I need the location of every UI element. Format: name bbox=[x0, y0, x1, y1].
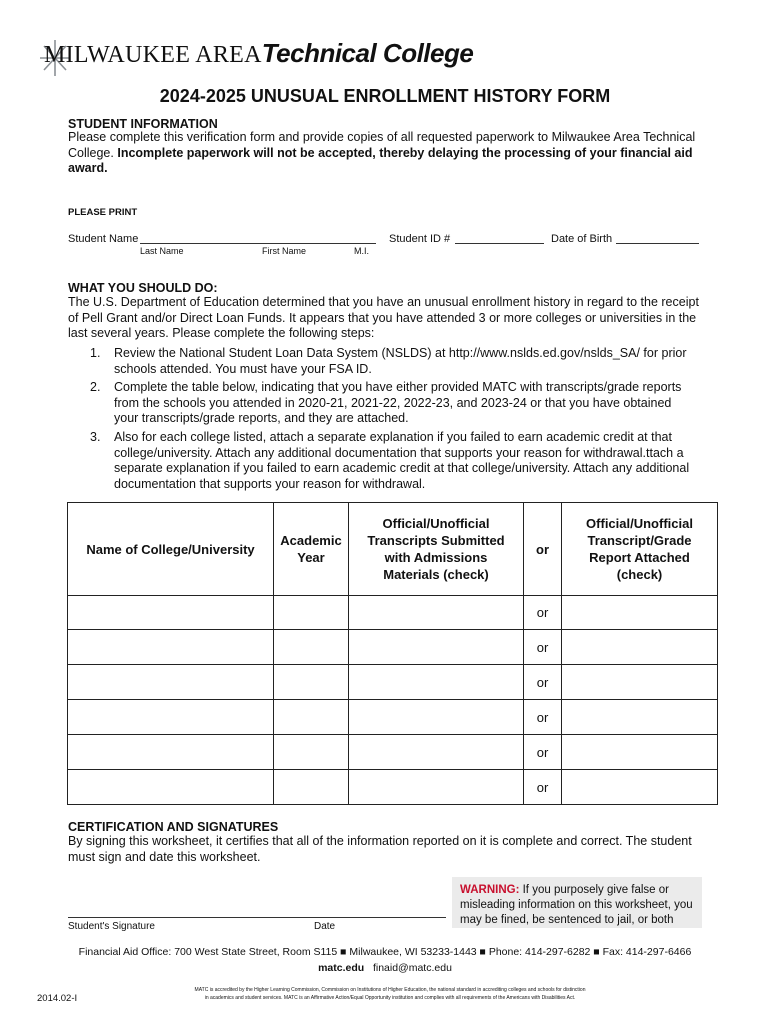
academic-year-cell[interactable] bbox=[274, 770, 349, 805]
step-line: college/university. Attach any additional documentation that supports your reason for withdrawal.ttach a bbox=[114, 445, 684, 460]
col-academic-year-l2: Year bbox=[297, 550, 325, 565]
logo-name: MILWAUKEE AREA bbox=[44, 42, 262, 68]
col-academic-year bbox=[274, 503, 349, 596]
col5-line1: Official/Unofficial bbox=[586, 516, 693, 531]
student-id-field[interactable] bbox=[455, 243, 544, 244]
or-cell: or bbox=[524, 735, 562, 770]
table-row bbox=[68, 596, 718, 630]
or-cell: or bbox=[524, 700, 562, 735]
logo-technical-college: Technical College bbox=[261, 38, 474, 68]
submitted-check-cell[interactable] bbox=[349, 700, 524, 735]
date-label: Date bbox=[314, 921, 336, 932]
college-name-cell[interactable] bbox=[68, 735, 274, 770]
warning-line3: may be fined, be sentenced to jail, or both bbox=[460, 914, 674, 926]
or-cell: or bbox=[524, 770, 562, 805]
attached-check-cell[interactable] bbox=[562, 596, 718, 630]
step-3 bbox=[90, 430, 710, 492]
step-2 bbox=[90, 380, 710, 427]
col3-line4: Materials (check) bbox=[383, 567, 489, 582]
student-info-line1: Please complete this verification form and provide copies of all requested paperwork to Milwaukee Area Technical bbox=[68, 130, 696, 144]
academic-year-cell[interactable] bbox=[274, 700, 349, 735]
col5-line2: Transcript/Grade bbox=[587, 533, 692, 548]
col-transcript-attached bbox=[562, 503, 718, 596]
warning-text bbox=[460, 883, 700, 928]
what-to-do-intro bbox=[68, 295, 718, 342]
dob-label: Date of Birth bbox=[551, 233, 613, 245]
table-row bbox=[68, 630, 718, 665]
or-cell: or bbox=[524, 596, 562, 630]
step-line: separate explanation if you failed to earn academic credit at that college/university. Attach any additional bbox=[114, 461, 690, 475]
college-table bbox=[67, 502, 718, 805]
form-title: 2024-2025 UNUSUAL ENROLLMENT HISTORY FORM bbox=[159, 86, 611, 106]
student-name-label: Student Name bbox=[68, 233, 139, 245]
footer-address: Financial Aid Office: 700 West State Street, Room S115 ■ Milwaukee, WI 53233-1443 ■ Phone: 414-297-6282 ■ Fax: 414-297-6466 bbox=[78, 946, 692, 958]
warning-line1: If you purposely give false or bbox=[519, 884, 670, 896]
signature-line[interactable] bbox=[68, 917, 446, 918]
student-info-text bbox=[68, 130, 708, 177]
col5-line4: (check) bbox=[616, 567, 663, 582]
certification-line1: By signing this worksheet, it certifies that all of the information reported on it is complete and correct. The student bbox=[68, 834, 692, 848]
please-print-label: PLEASE PRINT bbox=[68, 207, 138, 218]
form-code: 2014.02-I bbox=[37, 993, 78, 1004]
accreditation-line1: MATC is accredited by the Higher Learning Commission, Commission on Institutions of Higher Education, the national standard in accrediting colleges and schools for distinction bbox=[194, 987, 586, 993]
student-info-heading: STUDENT INFORMATION bbox=[68, 117, 218, 131]
submitted-check-cell[interactable] bbox=[349, 596, 524, 630]
student-id-label: Student ID # bbox=[389, 233, 451, 245]
college-name-cell[interactable] bbox=[68, 596, 274, 630]
student-info-line2-plain: College. bbox=[68, 145, 118, 160]
student-info-line2-bold: Incomplete paperwork will not be accepted, thereby delaying the processing of your financial aid bbox=[117, 145, 693, 160]
step-number: 1. bbox=[90, 346, 101, 360]
col5-line3: Report Attached bbox=[589, 550, 690, 565]
college-name-cell[interactable] bbox=[68, 630, 274, 665]
academic-year-cell[interactable] bbox=[274, 735, 349, 770]
attached-check-cell[interactable] bbox=[562, 770, 718, 805]
attached-check-cell[interactable] bbox=[562, 700, 718, 735]
step-number: 3. bbox=[90, 430, 101, 444]
table-row bbox=[68, 665, 718, 700]
step-line: from the schools you attended in 2020-21, 2021-22, 2022-23, and 2023-24 or that you have obtained bbox=[114, 395, 672, 410]
step-number: 2. bbox=[90, 380, 101, 394]
step-line: schools attended. You must have your FSA ID. bbox=[114, 361, 372, 376]
step-line: Review the National Student Loan Data System (NSLDS) at http://www.nslds.ed.gov/nslds_SA/ for prior bbox=[114, 346, 687, 360]
attached-check-cell[interactable] bbox=[562, 665, 718, 700]
first-name-caption: First Name bbox=[262, 246, 307, 256]
submitted-check-cell[interactable] bbox=[349, 665, 524, 700]
college-name-cell[interactable] bbox=[68, 700, 274, 735]
submitted-check-cell[interactable] bbox=[349, 770, 524, 805]
step-line: your transcripts/grade reports, and they are attached. bbox=[114, 411, 409, 425]
col3-line1: Official/Unofficial bbox=[382, 516, 490, 531]
footer-web[interactable]: matc.edu bbox=[318, 962, 365, 974]
certification-line2: must sign and date this worksheet. bbox=[68, 849, 261, 864]
submitted-check-cell[interactable] bbox=[349, 735, 524, 770]
col-college-name: Name of College/University bbox=[68, 503, 274, 596]
table-row bbox=[68, 770, 718, 805]
academic-year-cell[interactable] bbox=[274, 630, 349, 665]
or-cell: or bbox=[524, 630, 562, 665]
col3-line3: with Admissions bbox=[384, 550, 488, 565]
footer-email[interactable]: finaid@matc.edu bbox=[372, 962, 452, 974]
dob-field[interactable] bbox=[616, 243, 699, 244]
intro-line1: The U.S. Department of Education determined that you have an unusual enrollment history in regard to the receipt bbox=[68, 295, 699, 309]
student-info-line2 bbox=[68, 146, 708, 162]
intro-line2: of Pell Grant and/or Direct Loan Funds. It appears that you have attended 3 or more colleges or universities in the bbox=[68, 310, 697, 325]
college-logo bbox=[44, 38, 473, 69]
submitted-check-cell[interactable] bbox=[349, 630, 524, 665]
or-cell: or bbox=[524, 665, 562, 700]
col-or: or bbox=[524, 503, 562, 596]
warning-box bbox=[452, 877, 702, 928]
certification-heading: CERTIFICATION AND SIGNATURES bbox=[68, 820, 279, 834]
step-line: Complete the table below, indicating that you have either provided MATC with transcripts/grade reports bbox=[114, 380, 682, 394]
col-academic-year-l1: Academic bbox=[280, 533, 342, 548]
step-line: Also for each college listed, attach a separate explanation if you failed to earn academic credit at that bbox=[114, 430, 672, 444]
table-row bbox=[68, 735, 718, 770]
warning-line2: misleading information on this worksheet, you bbox=[460, 899, 693, 911]
mi-caption: M.I. bbox=[354, 246, 369, 256]
academic-year-cell[interactable] bbox=[274, 596, 349, 630]
table-row bbox=[68, 700, 718, 735]
student-name-field[interactable] bbox=[140, 243, 376, 244]
college-name-cell[interactable] bbox=[68, 770, 274, 805]
college-name-cell[interactable] bbox=[68, 665, 274, 700]
intro-line3: last several years. Please complete the following steps: bbox=[68, 326, 375, 340]
attached-check-cell[interactable] bbox=[562, 735, 718, 770]
warning-label: WARNING: bbox=[460, 884, 520, 896]
academic-year-cell[interactable] bbox=[274, 665, 349, 700]
accreditation-note bbox=[160, 986, 620, 1002]
step-line: documentation that supports your reason for withdrawal. bbox=[114, 476, 426, 491]
col-transcripts-submitted bbox=[349, 503, 524, 596]
student-info-line3 bbox=[68, 161, 708, 177]
attached-check-cell[interactable] bbox=[562, 630, 718, 665]
col3-line2: Transcripts Submitted bbox=[367, 533, 505, 548]
student-info-line3-bold: award. bbox=[68, 161, 108, 175]
table-header-row bbox=[68, 503, 718, 596]
footer-contact bbox=[0, 962, 770, 974]
signature-label: Student's Signature bbox=[68, 921, 155, 932]
step-1 bbox=[90, 346, 710, 377]
certification-text bbox=[68, 834, 718, 865]
accreditation-line2: in academics and student services. MATC is an Affirmative Action/Equal Opportunity institution and complies with all requirements of the Americans with Disabilities Act. bbox=[204, 995, 576, 1001]
student-name-row bbox=[68, 233, 138, 245]
what-to-do-heading: WHAT YOU SHOULD DO: bbox=[68, 281, 218, 295]
last-name-caption: Last Name bbox=[140, 246, 184, 256]
